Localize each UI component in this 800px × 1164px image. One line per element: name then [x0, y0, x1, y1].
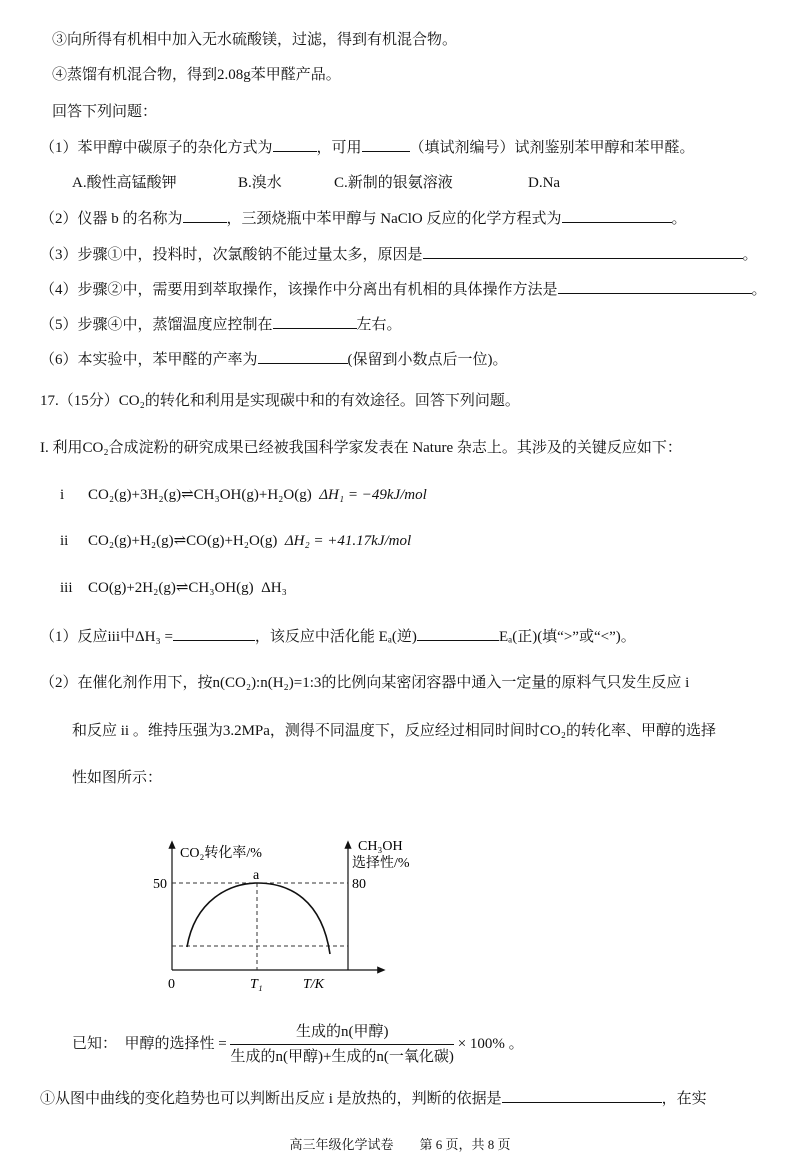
q1-text-a: （1）苯甲醇中碳原子的杂化方式为 — [40, 140, 273, 156]
q-text: ，该反应中活化能 Eₐ(逆) — [254, 629, 417, 645]
sub-question-2-line-2: 和反应 ii 。维持压强为3.2MPa，测得不同温度下，反应经过相同时间时CO₂的转化率、甲醇的选择 — [72, 723, 716, 739]
question-6 — [40, 349, 508, 370]
q-text: 。 — [671, 211, 687, 227]
reaction-iii — [60, 578, 287, 598]
reaction-equation: CO₂(g)+3H₂(g)⇌CH₃OH(g)+H₂O(g) — [88, 487, 312, 503]
right-y-label-1: CH₃OH — [358, 839, 403, 854]
reaction-label: iii — [60, 580, 73, 596]
conversion-curve — [187, 883, 330, 954]
answer-blank[interactable] — [423, 244, 743, 259]
denominator: 生成的n(甲醇)+生成的n(一氧化碳) — [230, 1049, 454, 1065]
answer-blank[interactable] — [183, 208, 227, 223]
right-y-label-2: 选择性/% — [352, 856, 410, 871]
q-text: Eₐ(正)(填“>”或“<”)。 — [498, 629, 636, 645]
answer-blank[interactable] — [562, 208, 672, 223]
answer-blank[interactable] — [417, 626, 499, 641]
fraction — [230, 1022, 453, 1067]
q-text: （6）本实验中，苯甲醛的产率为 — [40, 352, 258, 368]
q-text: （5）步骤④中，蒸馏温度应控制在 — [40, 317, 273, 333]
reaction-equation: CO₂(g)+H₂(g)⇌CO(g)+H₂O(g) — [88, 533, 278, 549]
answer-blank[interactable] — [173, 626, 255, 641]
page-footer: 高三年级化学试卷 第 6 页，共 8 页 — [289, 1137, 511, 1152]
q-text: （1）反应iii中ΔH₃ = — [40, 629, 173, 645]
answer-blank[interactable] — [273, 137, 317, 152]
question-5 — [40, 314, 402, 335]
answer-prompt: 回答下列问题： — [52, 104, 158, 120]
q-text: 。 — [751, 282, 767, 298]
sub-question-2-line-1: （2）在催化剂作用下，按n(CO₂):n(H₂)=1:3的比例向某密闭容器中通入一定量的原料气只发生反应 i — [40, 675, 690, 691]
numerator: 生成的n(甲醇) — [230, 1022, 453, 1045]
q-text: ①从图中曲线的变化趋势也可以判断出反应 i 是放热的，判断的依据是 — [40, 1091, 502, 1107]
answer-blank[interactable] — [362, 137, 410, 152]
answer-blank[interactable] — [273, 314, 357, 329]
option-a: A.酸性高锰酸钾 — [72, 175, 177, 191]
question-4 — [40, 279, 767, 300]
answer-blank[interactable] — [258, 349, 348, 364]
right-tick-80: 80 — [352, 877, 366, 892]
reaction-label: ii — [60, 533, 69, 549]
q-text: （2）仪器 b 的名称为 — [40, 211, 183, 227]
left-tick-50: 50 — [153, 877, 167, 892]
enthalpy: ΔH₂ = +41.17kJ/mol — [284, 533, 412, 549]
question-3 — [40, 244, 758, 265]
question-2 — [40, 208, 687, 229]
x-axis-label: T/K — [303, 977, 325, 992]
question-17-header: 17.（15分）CO₂的转化和利用是实现碳中和的有效途径。回答下列问题。 — [40, 393, 520, 409]
section-i-intro: I. 利用CO₂合成淀粉的研究成果已经被我国科学家发表在 Nature 杂志上。其涉及的关键反应如下： — [40, 440, 682, 456]
enthalpy: ΔH₃ — [261, 580, 287, 596]
reaction-equation: CO(g)+2H₂(g)⇌CH₃OH(g) — [88, 580, 254, 596]
conversion-selectivity-chart — [150, 830, 470, 1000]
q-text: ，在实 — [661, 1091, 707, 1107]
left-y-label: CO₂转化率/% — [180, 846, 262, 861]
reaction-ii — [60, 531, 411, 551]
known-label: 已知： — [72, 1035, 118, 1052]
q-text: 。 — [742, 247, 758, 263]
reaction-label: i — [60, 487, 65, 503]
q-text: （3）步骤①中，投料时，次氯酸钠不能过量太多，原因是 — [40, 247, 423, 263]
q-text: ，三颈烧瓶中苯甲醇与 NaClO 反应的化学方程式为 — [226, 211, 562, 227]
question-1 — [40, 137, 695, 158]
formula-lhs: 甲醇的选择性 = — [124, 1035, 227, 1052]
origin-label: 0 — [168, 977, 175, 992]
q1-text-c: （填试剂编号）试剂鉴别苯甲醇和苯甲醛。 — [409, 140, 695, 156]
sub-question-2-line-3: 性如图所示： — [72, 770, 163, 786]
x-tick-t1: T₁ — [250, 977, 263, 992]
peak-label: a — [253, 868, 260, 883]
option-d: D.Na — [528, 175, 561, 191]
reaction-i — [60, 485, 427, 505]
selectivity-formula — [72, 1022, 524, 1067]
q1-text-b: ，可用 — [316, 140, 362, 156]
answer-blank[interactable] — [502, 1088, 662, 1103]
q-text: （4）步骤②中，需要用到萃取操作，该操作中分离出有机相的具体操作方法是 — [40, 282, 558, 298]
sub-question-2-1 — [40, 1088, 707, 1109]
q-text: (保留到小数点后一位)。 — [347, 352, 508, 368]
option-b: B.溴水 — [238, 175, 282, 191]
formula-suffix: × 100% 。 — [457, 1035, 524, 1052]
q-text: 左右。 — [356, 317, 402, 333]
enthalpy: ΔH₁ = −49kJ/mol — [319, 487, 427, 503]
sub-question-1 — [40, 626, 636, 647]
step-3-text: ③向所得有机相中加入无水硫酸镁，过滤，得到有机混合物。 — [52, 32, 458, 48]
answer-blank[interactable] — [558, 279, 752, 294]
option-c: C.新制的银氨溶液 — [334, 175, 453, 191]
step-4-text: ④蒸馏有机混合物，得到2.08g苯甲醛产品。 — [52, 67, 341, 83]
